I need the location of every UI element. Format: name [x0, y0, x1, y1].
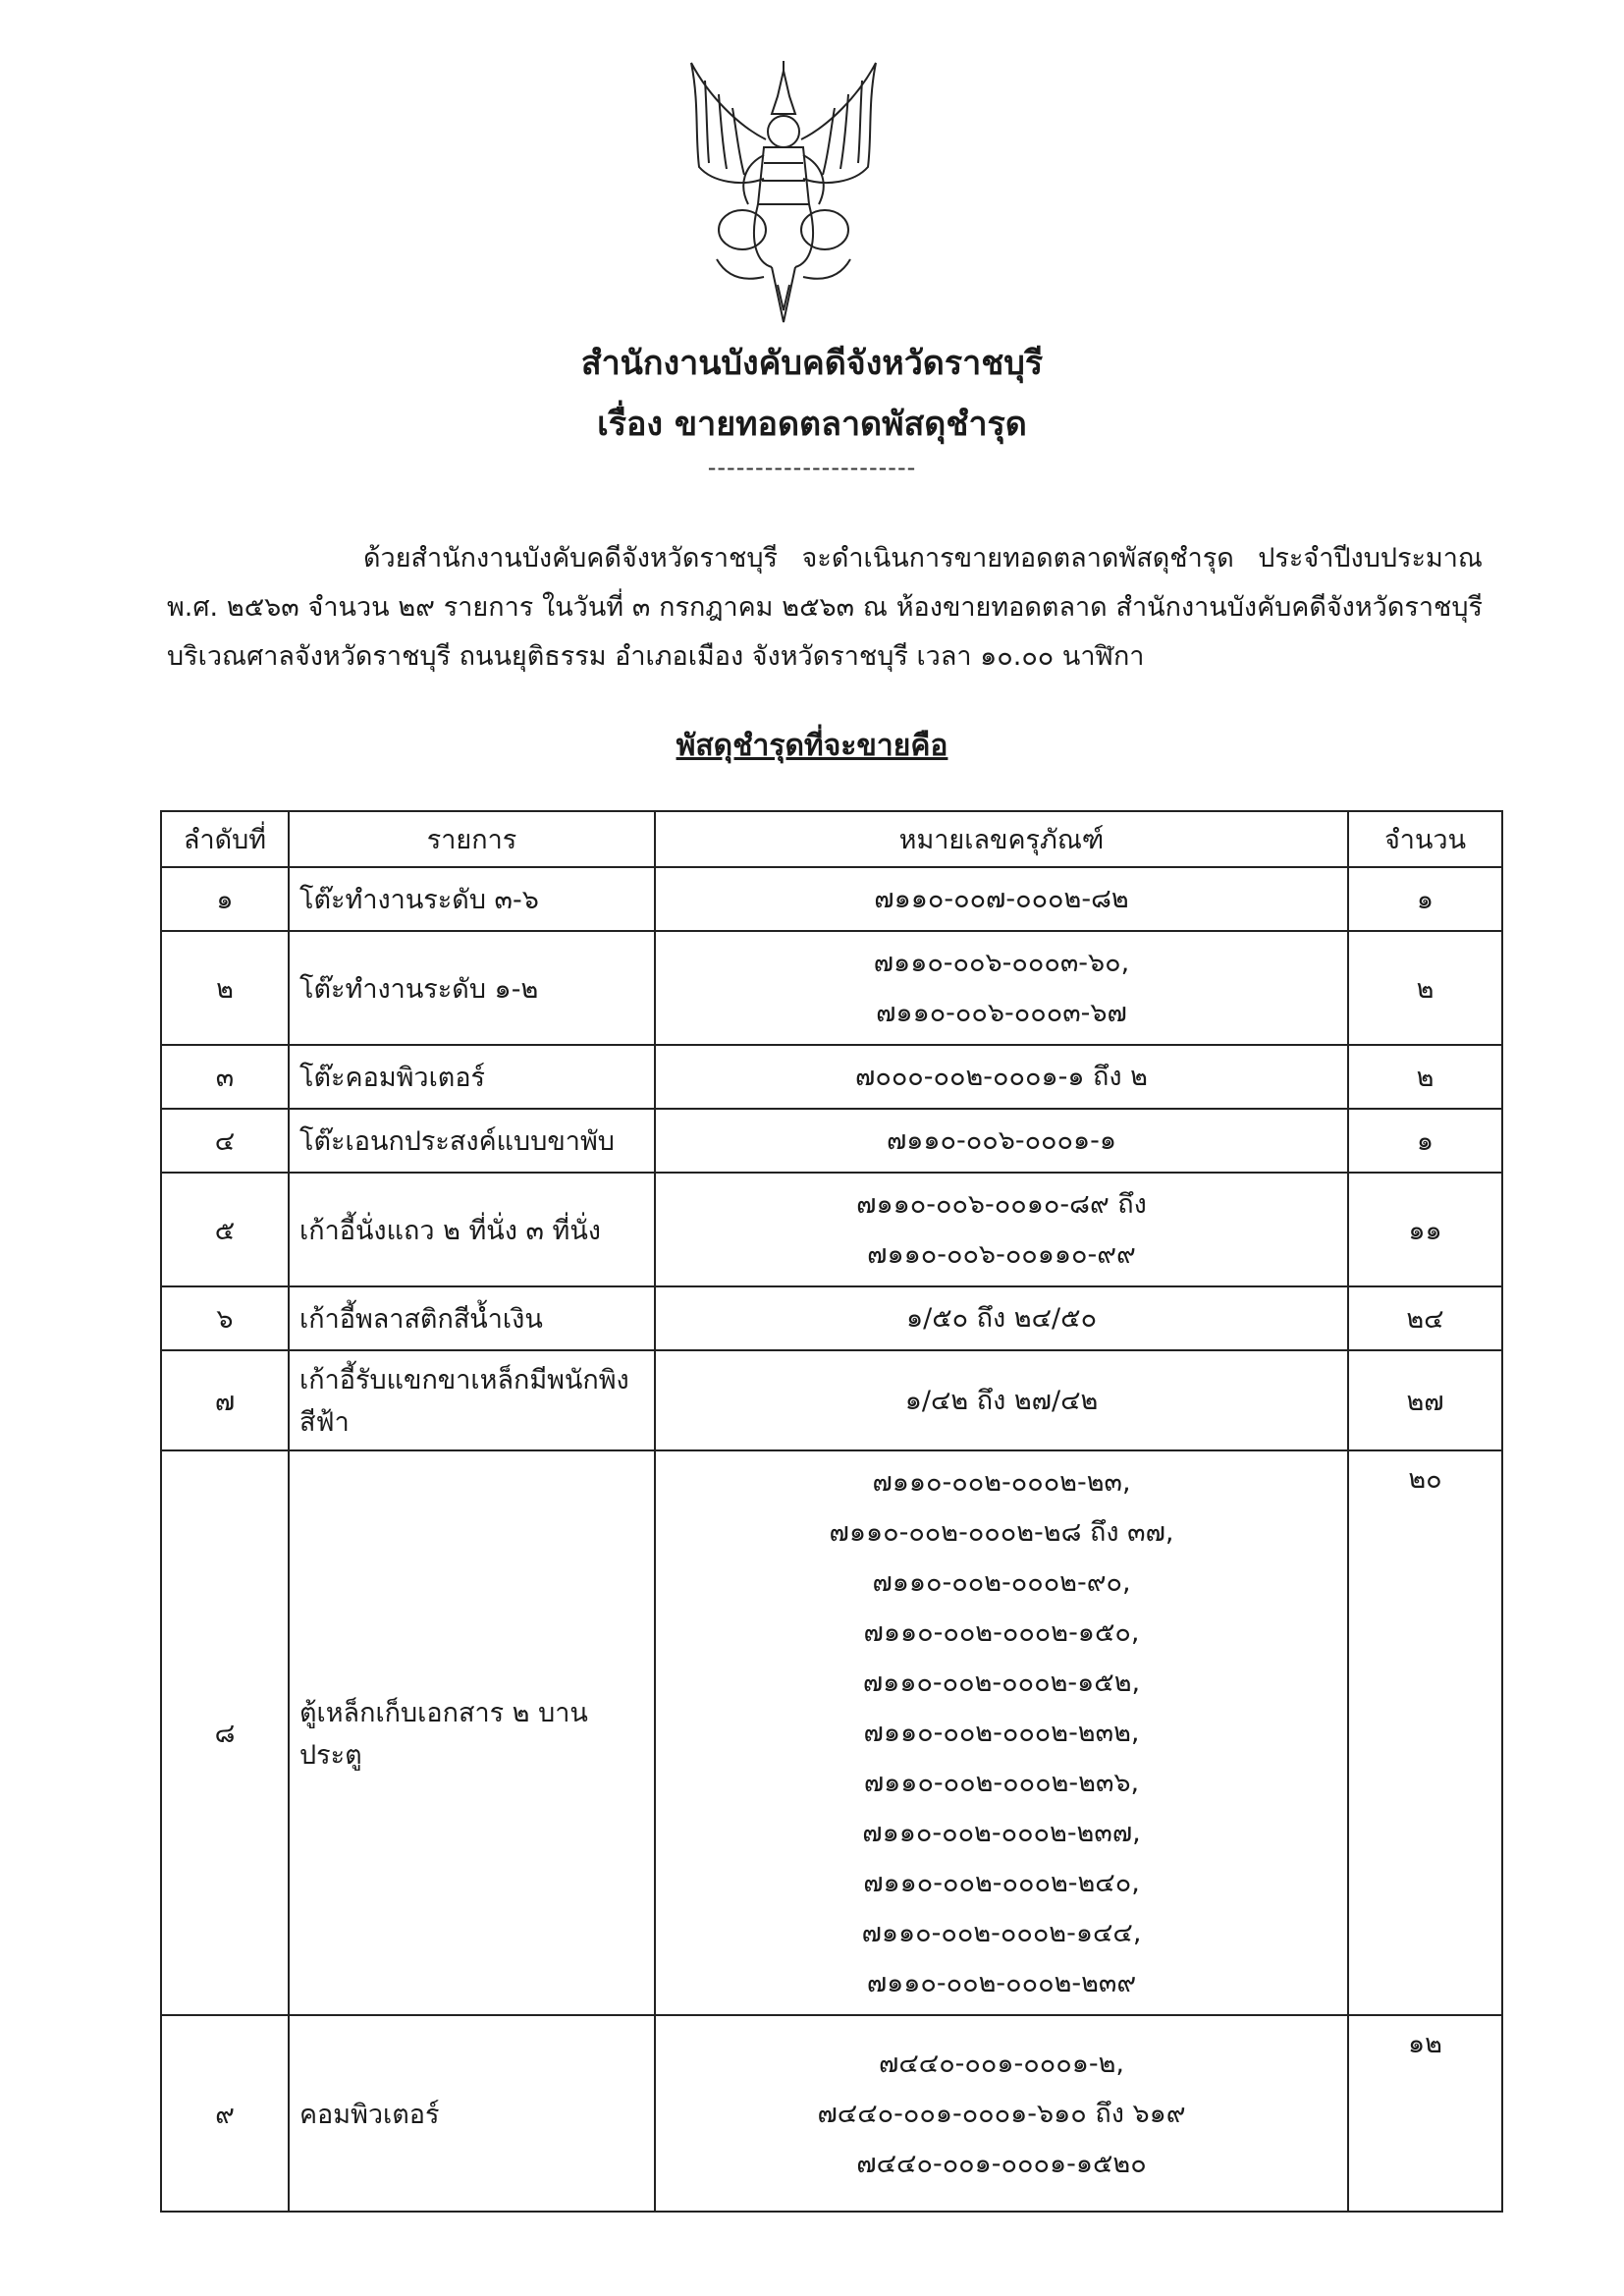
row-no: ๖ [161, 1286, 289, 1350]
row-qty: ๒ [1348, 1045, 1502, 1109]
row-name: เก้าอี้นั่งแถว ๒ ที่นั่ง ๓ ที่นั่ง [289, 1173, 655, 1286]
row-no: ๙ [161, 2015, 289, 2212]
announcement-text: ด้วยสำนักงานบังคับคดีจังหวัดราชบุรี จะดำเนินการขายทอดตลาดพัสดุชำรุด ประจำปีงบประมาณ พ.ศ. ๒๕๖๓ จำนวน ๒๙ รายการ ในวันที่ ๓ กรกฎาคม ๒๕๖๓ ณ ห้องขายทอดตลาด สำนักงานบังคับคดีจังหวัดราชบุรี บริเวณศาลจังหวัดราชบุรี ถนนยุติธรรม อำเภอเมือง จังหวัดราชบุรี เวลา ๑๐.๐๐ นาฬิกา [167, 543, 1483, 672]
asset-code: ๗๔๔๐-๐๐๑-๐๐๐๑-๒, [879, 2048, 1124, 2079]
asset-code: ๗๑๑๐-๐๐๖-๐๐๑๐-๘๙ ถึง [856, 1189, 1147, 1220]
table-row [161, 1045, 1502, 1109]
asset-code: ๗๑๑๐-๐๐๒-๐๐๐๒-๒๓๗, [862, 1818, 1141, 1848]
row-codes [655, 1350, 1348, 1450]
row-no: ๗ [161, 1350, 289, 1450]
row-qty: ๑ [1348, 867, 1502, 931]
garuda-emblem-icon [670, 57, 897, 334]
row-codes [655, 1286, 1348, 1350]
asset-code: ๗๑๑๐-๐๐๒-๐๐๐๒-๑๔๔, [861, 1918, 1142, 1948]
row-qty: ๒ [1348, 931, 1502, 1045]
row-codes [655, 1450, 1348, 2015]
row-no: ๘ [161, 1450, 289, 2015]
asset-code: ๗๔๔๐-๐๐๑-๐๐๐๑-๑๕๒๐ [856, 2148, 1147, 2179]
header-no: ลำดับที่ [161, 811, 289, 867]
asset-code: ๗๑๑๐-๐๐๗-๐๐๐๒-๘๒ [874, 884, 1129, 914]
table-row [161, 1286, 1502, 1350]
asset-code: ๗๑๑๐-๐๐๒-๐๐๐๒-๙๐, [872, 1567, 1131, 1598]
row-codes [655, 931, 1348, 1045]
row-qty: ๒๗ [1348, 1350, 1502, 1450]
row-no: ๑ [161, 867, 289, 931]
row-no: ๒ [161, 931, 289, 1045]
row-codes [655, 1045, 1348, 1109]
row-qty: ๒๔ [1348, 1286, 1502, 1350]
row-name: โต๊ะทำงานระดับ ๑-๒ [289, 931, 655, 1045]
header-asset-number: หมายเลขครุภัณฑ์ [655, 811, 1348, 867]
subject-title: เรื่อง ขายทอดตลาดพัสดุชำรุด [597, 405, 1027, 444]
row-qty: ๑๑ [1348, 1173, 1502, 1286]
row-qty: ๑ [1348, 1109, 1502, 1173]
table-row [161, 867, 1502, 931]
asset-code: ๗๑๑๐-๐๐๖-๐๐๐๑-๑ [886, 1125, 1117, 1156]
table-row [161, 931, 1502, 1045]
row-name: โต๊ะทำงานระดับ ๓-๖ [289, 867, 655, 931]
asset-code: ๗๑๑๐-๐๐๒-๐๐๐๒-๒๓๒, [863, 1718, 1140, 1748]
asset-code: ๑/๔๒ ถึง ๒๗/๔๒ [904, 1385, 1099, 1416]
asset-code: ๑/๕๐ ถึง ๒๔/๕๐ [905, 1303, 1098, 1334]
header-quantity: จำนวน [1348, 811, 1502, 867]
items-heading: พัสดุชำรุดที่จะขายคือ [676, 729, 948, 763]
row-qty: ๒๐ [1348, 1450, 1502, 2015]
table-header-row [161, 811, 1502, 867]
row-qty: ๑๒ [1348, 2015, 1502, 2212]
table-row [161, 1109, 1502, 1173]
row-codes [655, 1109, 1348, 1173]
header-item: รายการ [289, 811, 655, 867]
table-row [161, 1173, 1502, 1286]
row-name: คอมพิวเตอร์ [289, 2015, 655, 2212]
row-no: ๓ [161, 1045, 289, 1109]
asset-code: ๗๑๑๐-๐๐๒-๐๐๐๒-๒๘ ถึง ๓๗, [829, 1517, 1174, 1548]
asset-code: ๗๔๔๐-๐๐๑-๐๐๐๑-๖๑๐ ถึง ๖๑๙ [817, 2098, 1186, 2129]
asset-code: ๗๑๑๐-๐๐๖-๐๐๐๓-๖๐, [873, 948, 1130, 978]
asset-code: ๗๑๑๐-๐๐๒-๐๐๐๒-๑๕๒, [862, 1667, 1141, 1698]
items-table [160, 810, 1503, 2213]
row-name: โต๊ะคอมพิวเตอร์ [289, 1045, 655, 1109]
table-row [161, 1450, 1502, 2015]
row-no: ๕ [161, 1173, 289, 1286]
asset-code: ๗๑๑๐-๐๐๒-๐๐๐๒-๑๕๐, [863, 1617, 1140, 1648]
asset-code: ๗๑๑๐-๐๐๖-๐๐๐๓-๖๗ [876, 998, 1127, 1028]
asset-code: ๗๑๑๐-๐๐๖-๐๐๑๑๐-๙๙ [867, 1239, 1136, 1270]
row-name: ตู้เหล็กเก็บเอกสาร ๒ บาน ประตู [289, 1450, 655, 2015]
table-row [161, 1350, 1502, 1450]
row-name: โต๊ะเอนกประสงค์แบบขาพับ [289, 1109, 655, 1173]
row-codes [655, 2015, 1348, 2212]
row-codes [655, 1173, 1348, 1286]
asset-code: ๗๑๑๐-๐๐๒-๐๐๐๒-๒๓๙ [866, 1968, 1137, 1998]
table-row [161, 2015, 1502, 2212]
announcement-paragraph [167, 534, 1483, 682]
row-name: เก้าอี้พลาสติกสีน้ำเงิน [289, 1286, 655, 1350]
org-title: สำนักงานบังคับคดีจังหวัดราชบุรี [580, 344, 1044, 383]
row-name: เก้าอี้รับแขกขาเหล็กมีพนักพิง สีฟ้า [289, 1350, 655, 1450]
asset-code: ๗๑๑๐-๐๐๒-๐๐๐๒-๒๓, [872, 1467, 1131, 1498]
row-codes [655, 867, 1348, 931]
title-separator: ---------------------- [707, 454, 917, 481]
asset-code: ๗๑๑๐-๐๐๒-๐๐๐๒-๒๔๐, [863, 1868, 1140, 1898]
asset-code: ๗๐๐๐-๐๐๒-๐๐๐๑-๑ ถึง ๒ [855, 1062, 1148, 1092]
asset-code: ๗๑๑๐-๐๐๒-๐๐๐๒-๒๓๖, [863, 1768, 1140, 1798]
row-no: ๔ [161, 1109, 289, 1173]
